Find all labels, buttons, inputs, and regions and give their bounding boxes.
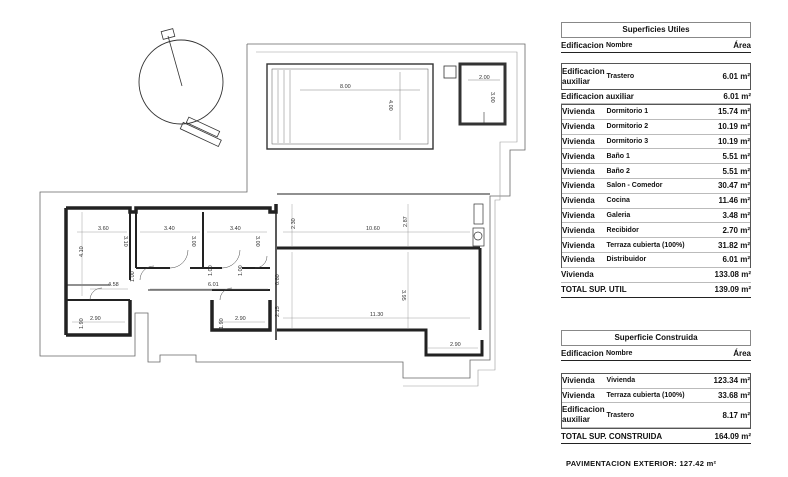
- bath2-depth-label: 1.90: [219, 318, 225, 329]
- step-label: 0.80: [275, 274, 281, 285]
- row-type: Vivienda: [562, 376, 595, 386]
- table-row: [562, 223, 750, 238]
- swimming-pool: [267, 64, 433, 149]
- row-type: Vivienda: [562, 240, 595, 250]
- row-name: Trastero: [606, 73, 635, 80]
- pool-width-label: 4.00: [387, 100, 393, 111]
- salon-length-label: 11.30: [370, 312, 384, 318]
- side-label: 2.15: [275, 306, 281, 317]
- room1-depth-label: 4.10: [79, 246, 85, 257]
- row-area: 31.82 m²: [717, 240, 751, 250]
- built-area-table: [561, 330, 751, 444]
- header-nombre: Nombre: [606, 350, 633, 357]
- row-area: 5.51 m²: [722, 151, 751, 161]
- row-name: Baño 1: [606, 152, 630, 160]
- kitchen-fixtures: [473, 204, 484, 246]
- row-area: 30.47 m²: [717, 181, 751, 191]
- room2-width-label: 3.40: [164, 226, 175, 232]
- shed-width-label: 2.00: [479, 75, 490, 81]
- table-header: [561, 40, 751, 53]
- table-row: [562, 209, 750, 224]
- row-name: Dormitorio 2: [606, 123, 649, 131]
- room1-width-label: 3.60: [98, 226, 109, 232]
- useful-areas-table: [561, 22, 751, 298]
- terrace-left-label: 2.30: [291, 218, 297, 229]
- vivienda-rows: [561, 104, 751, 268]
- row-area: 6.01 m²: [722, 72, 751, 81]
- row-area: 33.68 m²: [717, 390, 751, 400]
- row-name: Trastero: [606, 411, 635, 419]
- table-row: [562, 179, 750, 194]
- table-row: [562, 149, 750, 164]
- table-row: [562, 389, 750, 404]
- table-row: [562, 120, 750, 135]
- salon-depth-label: 3.95: [400, 290, 406, 301]
- room2-depth-label: 3.00: [190, 236, 196, 247]
- row-type: Vivienda: [562, 166, 595, 176]
- terrace-depth-label: 2.87: [403, 216, 409, 227]
- table-row: [562, 253, 750, 268]
- row-name: Dormitorio 3: [606, 137, 649, 145]
- header-area: Área: [733, 41, 751, 50]
- row-area: 5.51 m²: [722, 166, 751, 176]
- grand-total-label: TOTAL SUP. UTIL: [561, 285, 627, 295]
- grand-total-label: TOTAL SUP. CONSTRUIDA: [561, 431, 663, 441]
- built-rows: [561, 373, 751, 429]
- plot-boundary: [40, 44, 525, 378]
- row-type: Vivienda: [562, 210, 595, 220]
- vivienda-subtotal-row: [561, 268, 751, 283]
- vivienda-subtotal-label: Vivienda: [561, 270, 594, 280]
- table-row: [562, 403, 750, 428]
- grand-total-row: [561, 429, 751, 444]
- row-area: 15.74 m²: [717, 107, 751, 117]
- row-name: Salon - Comedor: [606, 182, 663, 190]
- row-type: Vivienda: [562, 196, 595, 206]
- bath1-width-label: 2.90: [90, 316, 101, 322]
- corridor-label: 6.01: [208, 282, 219, 288]
- row-area: 123.34 m²: [713, 376, 751, 386]
- room3-width-label: 3.40: [230, 226, 241, 232]
- row-name: Distribuidor: [606, 256, 647, 264]
- row-type: Vivienda: [562, 225, 595, 235]
- patio-table: [139, 29, 223, 147]
- door-a-label: 1.00: [130, 271, 136, 282]
- aux-subtotal-label: Edificacion auxiliar: [561, 92, 634, 101]
- row-type: Edificacion auxiliar: [562, 66, 605, 86]
- bath2-width-label: 2.90: [235, 316, 246, 322]
- grand-total-area: 139.09 m²: [714, 285, 751, 295]
- row-name: Dormitorio 1: [606, 108, 649, 116]
- storage-shed: [444, 64, 505, 124]
- row-type: Vivienda: [562, 122, 595, 132]
- row-area: 11.46 m²: [718, 196, 751, 206]
- row-area: 6.01 m²: [722, 255, 751, 265]
- terrace-length-label: 10.60: [366, 226, 380, 232]
- vivienda-subtotal-area: 133.08 m²: [714, 270, 751, 280]
- table-row: [562, 105, 750, 120]
- row-name: Terraza cubierta (100%): [606, 241, 685, 249]
- header-area: Área: [733, 349, 751, 358]
- room3-depth-label: 3.00: [254, 236, 260, 247]
- row-name: Galeria: [606, 211, 631, 219]
- door-b-label: 1.00: [208, 265, 214, 276]
- table-title: Superficie Construida: [561, 330, 751, 346]
- grand-total-area: 164.09 m²: [714, 431, 751, 441]
- table-row: [562, 135, 750, 150]
- row-area: 8.17 m²: [722, 410, 751, 420]
- corridor-left-label: 4.58: [108, 282, 119, 288]
- row-name: Cocina: [606, 197, 630, 205]
- table-row: [561, 63, 751, 90]
- row-name: Terraza cubierta (100%): [606, 391, 685, 399]
- row-type: Vivienda: [562, 181, 595, 191]
- table-title: Superficies Utiles: [561, 22, 751, 38]
- row-name: Baño 2: [606, 167, 630, 175]
- aux-subtotal-area: 6.01 m²: [723, 92, 751, 101]
- header-edificacion: Edificacion: [561, 349, 604, 358]
- table-row: [562, 238, 750, 253]
- row-type: Vivienda: [562, 151, 595, 161]
- table-row: [562, 374, 750, 389]
- shed-depth-label: 3.00: [489, 92, 495, 103]
- bath1-depth-label: 1.90: [79, 318, 85, 329]
- row-area: 10.19 m²: [717, 136, 751, 146]
- laundry-width-label: 2.90: [450, 342, 461, 348]
- row-area: 2.70 m²: [722, 225, 751, 235]
- row-type: Vivienda: [562, 255, 595, 265]
- row-type: Edificacion auxiliar: [562, 405, 605, 424]
- table-row: [562, 164, 750, 179]
- row-type: Vivienda: [562, 107, 595, 117]
- table-row: [562, 194, 750, 209]
- table-header: [561, 348, 751, 361]
- header-edificacion: Edificacion: [561, 41, 604, 50]
- aux-subtotal-row: [561, 90, 751, 104]
- room1-inner-label: 3.10: [122, 236, 128, 247]
- grand-total-row: [561, 283, 751, 298]
- exterior-paving-note: PAVIMENTACION EXTERIOR: 127.42 m²: [566, 459, 717, 468]
- pool-length-label: 8.00: [340, 84, 351, 90]
- row-name: Recibidor: [606, 226, 639, 234]
- header-nombre: Nombre: [606, 42, 633, 49]
- row-type: Vivienda: [562, 136, 595, 146]
- row-type: Vivienda: [562, 390, 595, 400]
- row-name: Vivienda: [606, 377, 636, 385]
- row-area: 3.48 m²: [722, 210, 751, 220]
- row-area: 10.19 m²: [717, 122, 751, 132]
- door-c-label: 1.00: [238, 265, 244, 276]
